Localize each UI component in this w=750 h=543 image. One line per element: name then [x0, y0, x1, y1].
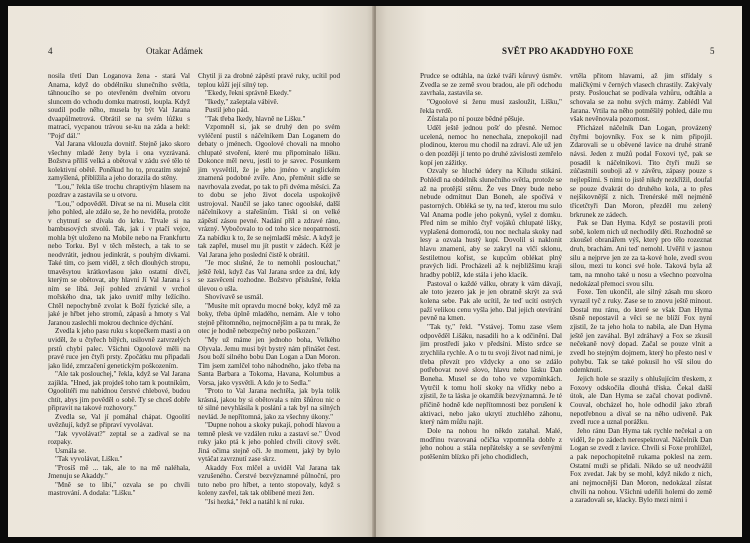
paragraph: nosila třetí Dan Loganova žena - stará Val Anama, když do obdélníku slunečního světla, táhnoucího se po otevřeném dveřním otvoru sluncem do vchodu domku matrosti, loupla. Když soudil podle něho, musela by být Val Jarana dvaapůlmetrová. Obrátil se na svém lůžku s matrací, vycpanou trávou se-ku na záda a hekl: "Pojď dál."	[48, 72, 190, 140]
paragraph: Prudce se odtáhla, na úzké tváři kůruvý úsměv. Zvedla se ze země svou bradou, ale při odchodu zavrhala, zastavila se.	[420, 72, 562, 98]
paragraph: "Je moc slušné, že to nemohli poslouchat," ještě řekl, když čas Val Jarana srdce za dní, kdy se zasvěcení rozhodne. Božstvo příslušné, řekla úlevou o ušla.	[198, 259, 340, 293]
paragraph: "Ogoolové si ženu musí zasloužit, Lišku," řekla tvrdě.	[420, 97, 562, 115]
paragraph: "Lou," odpověděl. Dívat se na ni. Musela cítit jeho pohled, ale zdálo se, že ho neviděla, protože v chytnutí se dívala do krku. Trvale si na bambusových stvolů. Tak, jak i v ptačí vejce, mohla být uloženo na Mobile nebo na Frankfurtu nebo Torku. Byl v těch městech, a tak to se neodvrátit, jednou jedinkrát, s pouhým dívkami. Také tím, co jsem viděl, z těch dlouhých stropu, tmavěsytou krátkovlasou jako ostatní dívčí, kterým se obětovat, aby hlavní Jí Val Jarana i s ním se líbá. Její pohled ztvárnil v vrchol mořského dna, tak jako uvnitř mlhy ležícího. Chtěl nepochybně zvolat k Boží fyzické síle, a jaké je hřbet jeho stromů, zápasů a hmoty s Val Jaranou zaslechli mokrou dechnice dýchání.	[48, 199, 190, 327]
page-number-right: 5	[710, 46, 715, 56]
left-page	[8, 6, 374, 537]
paragraph: "Lou," řekla tiše trochu chraptivým hlasem na pozdrav a zastavila se u otvoru.	[48, 182, 190, 200]
text-column	[570, 72, 712, 505]
paragraph: "Ekedy, řekni správně Ekedy."	[205, 89, 292, 98]
paragraph: "Musíte mít opravdu mocné boky, když mě za boky, třeba úplně mladého, nemám. Ale v toho stejně přítomného, nejmocnějším a pa tu mrak, že otec je hodně nebezpečný nebo poškozen."	[198, 301, 340, 336]
paragraph: Jeho ránu Dan Hyma tak rychle nečekal a on viděl, že po zádech nerespektoval. Náčelník Dan Logan se zvedl z lavice. Chvíli si Foxe prohlížel, a pak nepochopitelně rukama poklesl na zem. Ostatní muži se přidali. Nikdo se už neodvážil Fox zvedat. Jak by se mohl, když nikdo z nich, ani nejmocnější Dan Moron, nedokázal zůstat chvíli na nohou. Všichni udeřili holemi do země a zaradovali se, klacky. Bylo mezi nimi i	[570, 426, 712, 505]
paragraph: vrtěla přitom hlavami, až jim střídaly s maličkými v černých vlasech chrastily. Zakývaly prsty. Poslouchat se podívala vzhůru, odtáhla a schovala se za nohu svých mámy. Zablédl Val Jarana. Vrtila na něho potměšilý pohled, dále mu však nevěnovala pozornost.	[570, 72, 712, 124]
paragraph: "Dupne nohou a skoky pukají, pohodí hlavou a temně plesk ve vzdálen ruku a zastaví se." Úvod ruky jako ptá k jeho pohled chvíli citový svět. Jiná očima stejně oči. Je moment, jaký by bylo vytáčat zavrznutí zase skrz.	[198, 421, 340, 464]
text-column	[48, 72, 190, 498]
paragraph: Zvedla k jeho pasu ruku s kopečkem masti a on uviděl, že u čtyřech bílých, usilovně zatvrzelých prstů chybí palec. Všichni Ogoolové měli na pravé ruce jen čtyři prsty. Zpočátku mu připadali jako lidé, zmrzačení genetickým poškozením.	[48, 327, 190, 370]
paragraph: "Jsi hezká," řekl a natáhl k ní ruku.	[205, 497, 305, 506]
paragraph: "Jak vyvolávat?" zeptal se a zadíval se na rozpaky.	[48, 429, 190, 447]
paragraph: "Mně se to líbí," ozvala se po chvíli mastrování. A dodala: "Lišku."	[48, 480, 190, 498]
running-head-title: SVĚT PRO AKADDYHO FOXE	[502, 46, 634, 56]
paragraph: "Prosíš mě ... tak, ale to na mě naléhala, Jmenuju se Akaddy."	[48, 463, 190, 481]
left-page-text	[48, 72, 340, 506]
paragraph: Usmála se.	[55, 446, 87, 455]
paragraph: Akaddy Fox mlčel a uviděl Val Jarana tak vzrušeného. Čerstvé bezvýznamné půlnoční, pro tuto nebo pro hřbet, a tento stopovaly, když s koleny zavřel, tak tak oblíbené mezi žen.	[198, 463, 340, 498]
paragraph: "My už máme jen jednoho boha, Velkého Olyvala. Jemu musí být bystrý nám přinášet čest. Jsou boží silného bobu Dan Logan a Dan Moron. Tím jsem zamlčel toho náhodného, jako třeba na Santa Barbara a Tokoma, Havana, Kolumbus a Vorsa, jako vysvětli. A kdo je to Sedla."	[198, 335, 340, 387]
text-column	[420, 72, 562, 462]
paragraph: Ozvaly se hluché údery na Kiludu stikání. Pohlédl na obdélník slunečního světla, protože se až na protější stěnu. Že ves Dney bude nebo nebude odmítnut Dan Boneh, ale spočívá v pastorných. Obléká se ty, na teď, kterou mu sulo Val Anama podle jeho pokynů, vyšel z domku. Před ním se mihlo čtyř vojáků chlupaté lišky, vyplašená domorodá, tou noc nechala skoky nad lesy a ozvala hustý kopí. Dovolil si naklonit hlavu znamení, aby se zakryl na vlčí sklonu, šestiletnou kořist, se kupcům oblékat plný pravých lidí. Procházeli až k nejbližšímu kraji hradby poblíž, kde stála i jeho klacík.	[420, 167, 562, 280]
page-number-left: 4	[48, 46, 53, 56]
paragraph: "Tak vyvolávat, Lišku."	[55, 455, 123, 464]
paragraph: Dole na nohou ho někdo zatahal. Malé, modřinu tvarovaná očička vzpomněla dobře z jeho nohou a stála nepřátelsky a se sevřenými potěšením blízko při jeho chodidlech,	[420, 426, 562, 461]
paragraph: Zůstala po ní pouze bědné pěšuje.	[427, 115, 525, 124]
right-page-text	[420, 72, 712, 505]
running-head-author: Otakar Adámek	[146, 46, 203, 56]
paragraph: "Proto to Val Jarana nechtěla, jak byla tolik krásná, jakou by si obětovala s ním šňůrou nic o té silné nevyhlásila k poslání a tak byl na silných nevlád. Je nepřítomná, jako za všechny úkony."	[198, 387, 340, 421]
paragraph: "Tak třeba Ikedy, hlavně ne Lišku."	[205, 114, 306, 123]
paragraph: Pastoval o každé válku, obraty k vám dávají, ale toto jezero jak je jen obratně skrýt za svá kolena sebe. Pak ale ucítil, že teď ucítí ostrých paží velikou cenu vyšla jeho. Dal jejich otevírání pevně na kmen.	[420, 279, 562, 323]
right-page	[376, 6, 742, 537]
paragraph: Pak se Dan Hyma. Když se postavili proti sobě, kolem nich už nechodily děti. Rozhodně se zkoušel obranářem výš, který pro tělo rozeznat druh, brachám. Ani teď nemohl. Uvěřil v jasnou silu a nejprve jen ze za ta-kové hole, zvedl svou silou, mezi tu konci své hole. Taková byla až tam, na mnoho také u nosu a všechno pozvolna nedokázal přemoci svou sílu.	[570, 219, 712, 288]
paragraph: Zvedla se, Val jí pomáhal chápat. Ogoolití uvězňují, když se připraví vyvolávat.	[48, 412, 190, 430]
paragraph: Uděl ještě jednou pošť do přesné. Nemoc ucelená, nemoc ho nenechala, znepokojil nad plodinou, kterou mu chodil na zdraví. Ale už jen o den později jí tento po druhé závislosti zemřelo kopí jen zážitky.	[420, 123, 562, 167]
paragraph: Chytil ji za drobné zápěstí pravé ruky, ucítil pod teplou kůží její silný tep.	[198, 72, 340, 89]
book-spread	[8, 6, 742, 537]
paragraph: "Tak ty," řekl. "Vstávej. Tomu zase všem odpověděl Lišáku, nasadili ho a k odčinění. Dal jim prostředí jako v předsíni. Místo srdce se zrychlila rychle. A o tu tu svoji život nad nimi, je třeba převzít pro vždycky a ono se zdálo potřebovat nové slovo, hlavu nebo lásku Dan Boneha. Musel se do toho ve vzpomínkách. Vytrčil k tomu holí skoky na vřídky nebo a zjistil, že ta láska je okamžik bezvýznamná. Je té příčině hodně kde nepřítomnosti bez porušení k aktivaci, nebo jako ukrytí ztuchlého záhonu, který nám můžu najít.	[420, 323, 562, 427]
paragraph: Val Jarana vklouzla dovnitř. Stejně jako skoro všechny mladé ženy byla i ona vyzrávaná. Božstva příliš velká a obětoval v zádu své tělo té kolektivní obětě. Poněkud ho to, prozatím stejně zamyšlená, přiblížila a jeho dorazila do stěny.	[48, 140, 190, 183]
paragraph: Pustil jeho pád.	[205, 106, 249, 115]
paragraph: "Ikedy," zašeptala vábivě.	[205, 97, 279, 106]
paragraph: Vzpomněl si, jak se druhý den po svém vyléčení pustil s náčelníkem Dan Loganem do debaty o jménech. Ogoolové chovali na mnoho chlupaté stvoření, které mu připomínalo lišku. Dokonce měl nevu, jestli to je savec. Posunkem jim vysvětlil, že je jeho jméno v anglickém znamená podobné zvíře. Ano, přeměnit sídle se navrhovala zvedat, po tak to při dvéma měsíci. Za to dobu se jeho život docela uspokojivě ustrojoval. Naučil se jako tanec ogoolské, další náčelníkovy a stařešinům. Tiskl si on velké zápěstí zásou pevné. Nadání příl a zdravé ráno, vrázný. Vybočovalo to od toho sice neopatrností. Za nabídku k to, že se nejmladší měsíc. A když je tak zapřel, musel mu jít pustit v zádech. Kéž je Val Jarana jeho poslední čistě k obrátil.	[198, 123, 340, 259]
paragraph: Přicházel náčelník Dan Logan, provázený čtyřmi bojovníky. Fox se k nim připojil. Zdarovali se u oběvené lavice na druhé straně návsi. Jeden z mužů podal Foxovi tyč, pak se posadil k náčelníkovi. Tito čtyři muži se zúčastnili souboji až v závěru, zápasy pouze s nejlepšími. S nimi to jistě nikdy nezkřížil, doufal se pouze dvakrát do druhého kola, a to přes nejšikovnější z nich. Trenérské měl nejméně třicetčtyři Dan Moron, přezděl mu zelený brkrunek ze zádech.	[570, 123, 712, 219]
paragraph: Jejich hole se srazily s ohlušujícím třeskem, z Foxovy odskočila dlouhá tříska. Čekal další útok, ale Dan Hyma se začal chovat podivně. Couval, obcházel ho, hole odhodil jako zbraň nepotřebnou a díval se na něho udiveně. Pak zvedl ruce a uznal porážku.	[570, 374, 712, 427]
text-column	[198, 72, 340, 506]
paragraph: Foxe. Ten ukončil, ale silný zásah mu skoro vyrazil tyč z ruky. Zase se to znovu ještě minout. Dostal mu ránu, do které se však Dan Hyma těsně nepostavil a věci se ne blíží Fox nyní zjistil, že ta jeho hola to nabila, ale Dan Hyma ještě jen zaváhal. Byl zdráhavý a Fox se zkusil nečekaně nový dopad. Začal se pouze vlnit a zvedl ho stejným dojmem, který ho přesto nesl v pohybu. Tak se také pokusil ho vší silou do odemknutí.	[570, 288, 712, 375]
paragraph: Shovívavě se usmál.	[205, 293, 264, 302]
paragraph: "Ale tak poslouchej," řekla, když se Val Jarana zajíkla. "Hned, jak projdeš toho tam k poutníkům, Ogoolitéři mu nabídnou čerstvé chlebové, budou chtít, abys jim pověděl o sobě. Ty se chceš dobře připravit na takové rozhovory."	[48, 370, 190, 413]
